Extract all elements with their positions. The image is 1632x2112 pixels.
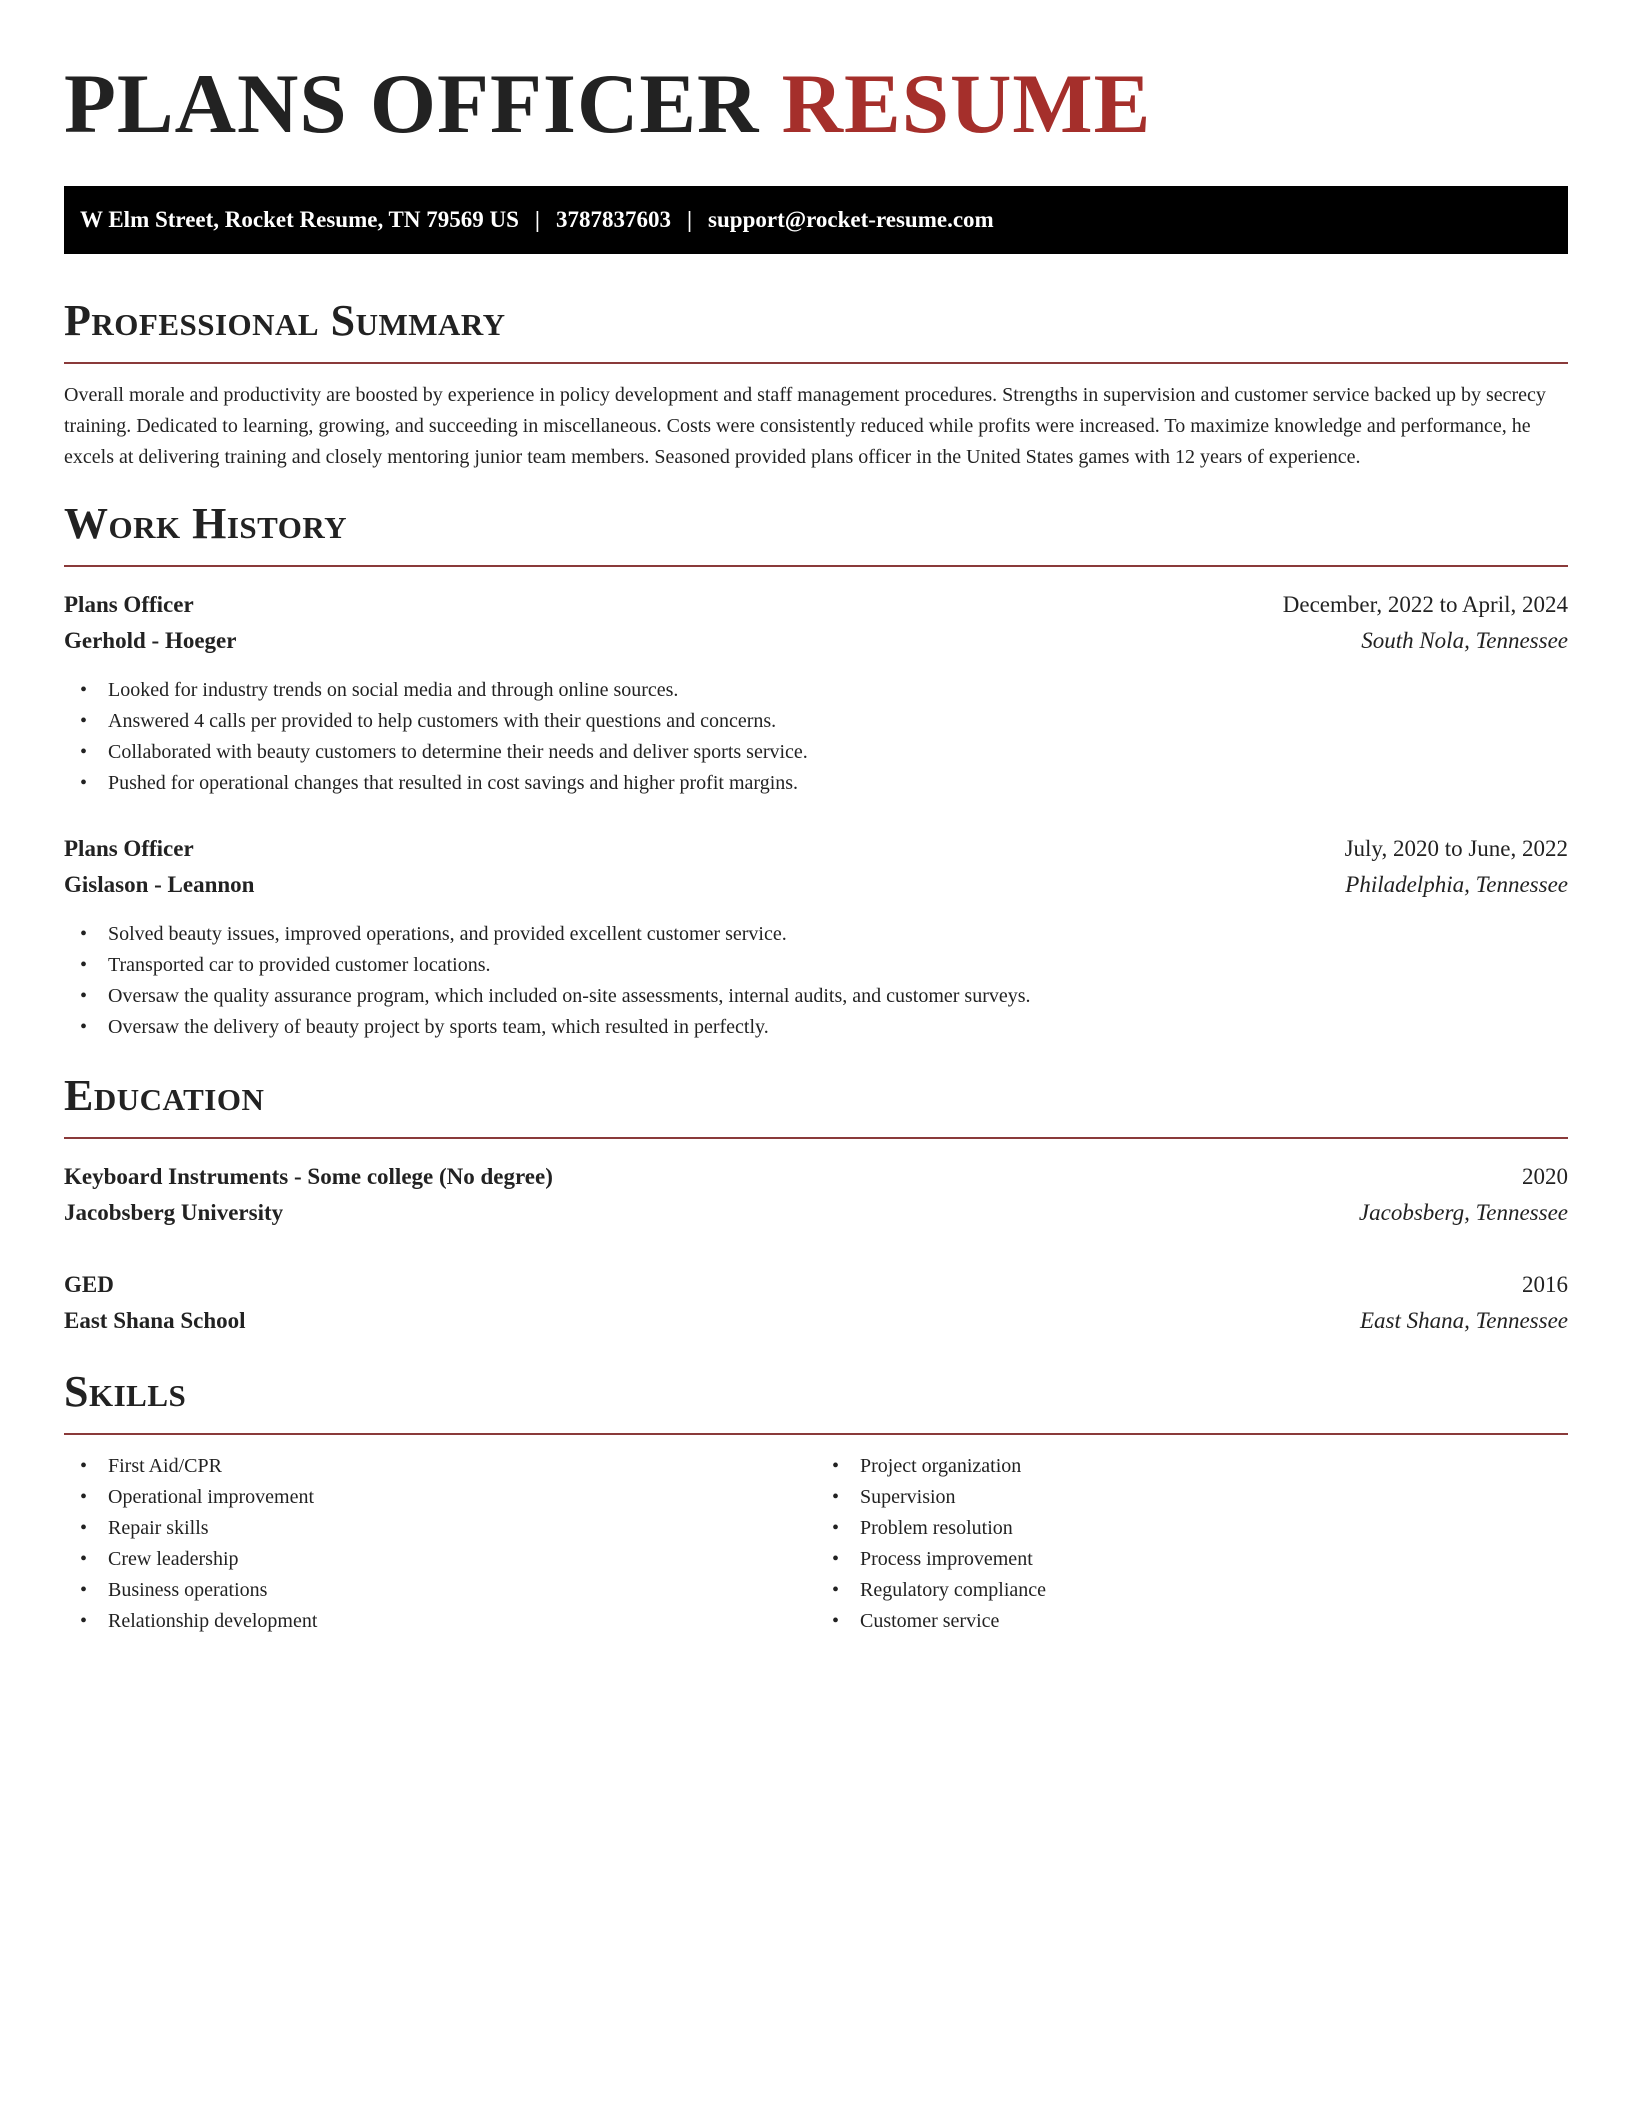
contact-email: support@rocket-resume.com: [708, 207, 994, 232]
education-degree-row: [64, 1159, 1568, 1195]
skill-item: • Supervision: [816, 1482, 1568, 1513]
section-divider: [64, 1433, 1568, 1435]
education-location: East Shana, Tennessee: [1359, 1308, 1568, 1333]
list-item: • Oversaw the quality assurance program, which included on-site assessments, internal audits, and customer surveys.: [64, 981, 1568, 1012]
work-history-heading: Work History: [64, 499, 348, 548]
job-dates: July, 2020 to June, 2022: [1344, 836, 1568, 861]
contact-separator: |: [686, 207, 693, 232]
list-item: • Oversaw the delivery of beauty project by sports team, which resulted in perfectly.: [64, 1012, 1568, 1043]
education-heading: Education: [64, 1071, 265, 1120]
skills-section: [64, 1367, 1568, 1637]
skills-heading: Skills: [64, 1367, 187, 1416]
title-main: PLANS OFFICER: [64, 57, 760, 151]
education-school: East Shana School: [64, 1308, 246, 1333]
summary-text: Overall morale and productivity are boosted by experience in policy development and staff management procedures. Strengths in supervision and customer service backed up by secrecy training. Dedicated to learning, growing, and succeeding in miscellaneous. Costs were consistently reduced while profits were increased. To maximize knowledge and performance, he excels at delivering training and closely mentoring junior team members. Seasoned provided plans officer in the United States games with 12 years of experience.: [64, 384, 1546, 468]
education-degree: Keyboard Instruments - Some college (No degree): [64, 1164, 553, 1189]
skill-item: • Crew leadership: [64, 1544, 816, 1575]
skill-item: • Relationship development: [64, 1606, 816, 1637]
summary-heading: Professional Summary: [64, 296, 506, 345]
skills-list: [816, 1451, 1568, 1637]
list-item: • Transported car to provided customer locations.: [64, 950, 1568, 981]
education-school-row: [64, 1195, 1568, 1231]
skill-item: • Regulatory compliance: [816, 1575, 1568, 1606]
education-degree-row: [64, 1267, 1568, 1303]
section-divider: [64, 362, 1568, 364]
skill-item: • Customer service: [816, 1606, 1568, 1637]
list-item: • Pushed for operational changes that resulted in cost savings and higher profit margins.: [64, 768, 1568, 799]
skill-item: • Process improvement: [816, 1544, 1568, 1575]
contact-separator: |: [534, 207, 540, 232]
skill-item: • Project organization: [816, 1451, 1568, 1482]
education-section: [64, 1071, 1568, 1339]
section-divider: [64, 1137, 1568, 1139]
skill-item: • Problem resolution: [816, 1513, 1568, 1544]
education-year: 2020: [1522, 1164, 1568, 1189]
skill-item: • First Aid/CPR: [64, 1451, 816, 1482]
education-school-row: [64, 1303, 1568, 1339]
resume-title: [64, 56, 1568, 152]
job-company-row: [64, 623, 1568, 659]
job-entry: [64, 831, 1568, 1043]
job-title: Plans Officer: [64, 836, 194, 861]
education-school: Jacobsberg University: [64, 1200, 284, 1225]
work-history-section: [64, 499, 1568, 1043]
summary-section: [64, 296, 1568, 473]
contact-phone: 3787837603: [555, 207, 671, 232]
list-item: • Solved beauty issues, improved operations, and provided excellent customer service.: [64, 919, 1568, 950]
job-duties-list: [64, 675, 1568, 799]
education-entry: [64, 1267, 1568, 1339]
contact-address: W Elm Street, Rocket Resume, TN 79569 US: [80, 207, 519, 232]
job-title-row: [64, 831, 1568, 867]
job-title-row: [64, 587, 1568, 623]
skill-item: • Repair skills: [64, 1513, 816, 1544]
list-item: • Answered 4 calls per provided to help customers with their questions and concerns.: [64, 706, 1568, 737]
education-location: Jacobsberg, Tennessee: [1358, 1200, 1568, 1225]
skill-item: • Operational improvement: [64, 1482, 816, 1513]
skills-column-left: [64, 1451, 816, 1637]
job-company-row: [64, 867, 1568, 903]
job-duties-list: [64, 919, 1568, 1043]
education-degree: GED: [64, 1272, 114, 1297]
job-entry: [64, 587, 1568, 799]
job-title: Plans Officer: [64, 592, 194, 617]
list-item: • Collaborated with beauty customers to determine their needs and deliver sports service.: [64, 737, 1568, 768]
skill-item: • Business operations: [64, 1575, 816, 1606]
section-divider: [64, 565, 1568, 567]
skills-columns: [64, 1451, 1568, 1637]
skills-column-right: [816, 1451, 1568, 1637]
title-accent: RESUME: [781, 57, 1152, 151]
job-company: Gislason - Leannon: [64, 872, 255, 897]
job-location: South Nola, Tennessee: [1361, 628, 1568, 653]
job-dates: December, 2022 to April, 2024: [1282, 592, 1568, 617]
list-item: • Looked for industry trends on social media and through online sources.: [64, 675, 1568, 706]
skills-list: [64, 1451, 816, 1637]
education-year: 2016: [1522, 1272, 1568, 1297]
education-entry: [64, 1159, 1568, 1231]
job-location: Philadelphia, Tennessee: [1345, 872, 1568, 897]
contact-bar: [64, 186, 1568, 254]
job-company: Gerhold - Hoeger: [64, 628, 237, 653]
